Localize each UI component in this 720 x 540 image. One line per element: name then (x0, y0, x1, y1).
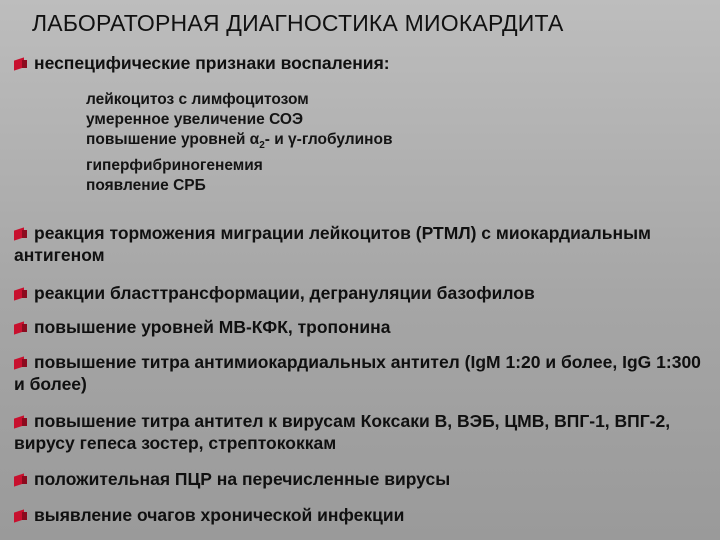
bullet-text: неспецифические признаки воспаления: (34, 53, 390, 73)
bullet-text: положительная ПЦР на перечисленные вирусы (34, 469, 451, 489)
list-item: лейкоцитоз с лимфоцитозом (86, 91, 309, 108)
subscript: 2 (259, 140, 265, 152)
list-item: умеренное увеличение СОЭ (86, 111, 303, 128)
bullet-rtml (14, 222, 714, 266)
bullet-text: реакции бласттрансформации, дегрануляции базофилов (34, 283, 535, 303)
bullet-text: реакция торможения миграции лейкоцитов (РТМЛ) с миокардиальным антигеном (14, 223, 651, 265)
bullet-chronic-infection (14, 504, 714, 526)
bullet-marker-icon (14, 416, 28, 428)
bullet-nonspecific-inflammation (14, 52, 714, 74)
bullet-viral-antibodies (14, 410, 714, 454)
list-item: появление СРБ (86, 177, 206, 195)
bullet-marker-icon (14, 322, 28, 334)
bullet-blast-transformation (14, 282, 714, 304)
slide-title: ЛАБОРАТОРНАЯ ДИАГНОСТИКА МИОКАРДИТА (32, 10, 564, 36)
bullet-marker-icon (14, 510, 28, 522)
list-item-text: повышение уровней α (86, 131, 260, 148)
bullet-text: повышение титра антимиокардиальных антител (IgM 1:20 и более, IgG 1:300 и более) (14, 352, 701, 394)
bullet-marker-icon (14, 58, 28, 70)
list-item (86, 130, 686, 156)
inflammation-signs-list (86, 90, 686, 196)
bullet-marker-icon (14, 228, 28, 240)
bullet-text: повышение уровней МВ-КФК, тропонина (34, 317, 391, 337)
bullet-pcr (14, 468, 714, 490)
bullet-antimyocardial-antibodies (14, 351, 714, 395)
bullet-text: повышение титра антител к вирусам Коксаки В, ВЭБ, ЦМВ, ВПГ-1, ВПГ-2, вирусу гепеса зостер, стрептококкам (14, 411, 671, 453)
bullet-marker-icon (14, 474, 28, 486)
bullet-text: выявление очагов хронической инфекции (34, 505, 405, 525)
bullet-mb-ck-troponin (14, 316, 714, 338)
list-item: гиперфибриногенемия (86, 157, 263, 175)
bullet-marker-icon (14, 288, 28, 300)
list-item-text: - и γ-глобулинов (264, 131, 393, 148)
bullet-marker-icon (14, 357, 28, 369)
